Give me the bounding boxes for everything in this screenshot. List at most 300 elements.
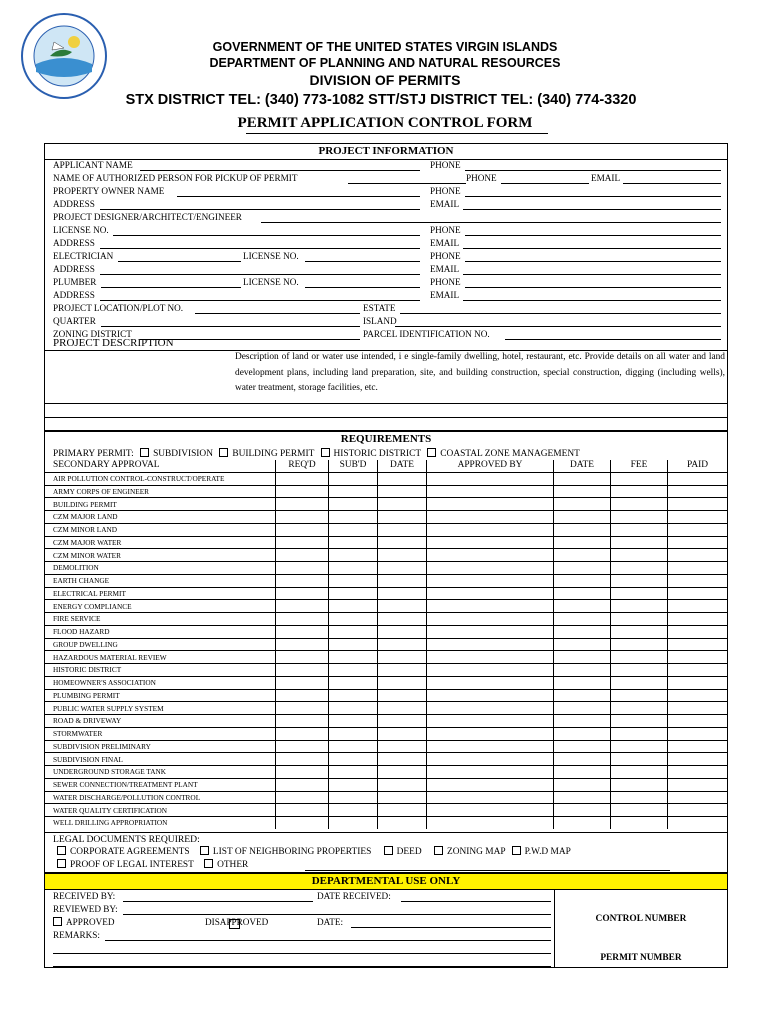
plumber-field[interactable] — [101, 287, 241, 288]
coastal-zone-checkbox[interactable] — [427, 448, 436, 457]
approval-date-cell[interactable] — [554, 511, 611, 524]
approved-by-cell[interactable] — [427, 804, 554, 817]
subd-cell[interactable] — [329, 574, 378, 587]
subd-cell[interactable] — [329, 664, 378, 677]
approved-by-cell[interactable] — [427, 791, 554, 804]
requirement-label: WELL DRILLING APPROPRIATION — [45, 817, 276, 829]
subd-cell[interactable] — [329, 715, 378, 728]
approval-date-cell[interactable] — [554, 651, 611, 664]
paid-cell[interactable] — [668, 676, 728, 689]
approval-date-cell[interactable] — [554, 791, 611, 804]
date-cell[interactable] — [378, 702, 427, 715]
date-cell[interactable] — [378, 804, 427, 817]
proof-legal-interest-checkbox[interactable] — [57, 859, 66, 868]
approval-date-cell[interactable] — [554, 766, 611, 779]
date-cell[interactable] — [378, 574, 427, 587]
fee-cell[interactable] — [611, 727, 668, 740]
fee-cell[interactable] — [611, 638, 668, 651]
designer-address-field[interactable] — [100, 248, 420, 249]
date-cell[interactable] — [378, 740, 427, 753]
date-cell[interactable] — [378, 766, 427, 779]
subd-cell[interactable] — [329, 562, 378, 575]
legal-documents-section — [44, 833, 728, 873]
estate-label: ESTATE — [363, 303, 396, 313]
fee-cell[interactable] — [611, 485, 668, 498]
date-cell[interactable] — [378, 651, 427, 664]
plumber-email-field[interactable] — [463, 300, 721, 301]
fee-cell[interactable] — [611, 549, 668, 562]
approved-by-cell[interactable] — [427, 638, 554, 651]
approval-date-cell[interactable] — [554, 498, 611, 511]
historic-district-option: HISTORIC DISTRICT — [333, 449, 421, 459]
authorized-email-field[interactable] — [623, 183, 721, 184]
reqd-cell[interactable] — [276, 766, 329, 779]
date-cell[interactable] — [378, 562, 427, 575]
paid-cell[interactable] — [668, 587, 728, 600]
designer-phone-field[interactable] — [465, 235, 721, 236]
reqd-cell[interactable] — [276, 817, 329, 829]
paid-cell[interactable] — [668, 549, 728, 562]
license-no-label: LICENSE NO. — [53, 225, 109, 235]
license-no-label: LICENSE NO. — [243, 277, 299, 287]
fee-cell[interactable] — [611, 791, 668, 804]
approval-date-cell[interactable] — [554, 778, 611, 791]
paid-cell[interactable] — [668, 600, 728, 613]
form-title: PERMIT APPLICATION CONTROL FORM — [237, 115, 533, 131]
remarks-label: REMARKS: — [53, 930, 100, 940]
paid-cell[interactable] — [668, 664, 728, 677]
subd-cell[interactable] — [329, 587, 378, 600]
reqd-cell[interactable] — [276, 676, 329, 689]
requirement-row — [45, 549, 727, 562]
date-cell[interactable] — [378, 523, 427, 536]
fee-cell[interactable] — [611, 817, 668, 829]
building-permit-option: BUILDING PERMIT — [232, 449, 315, 459]
paid-cell[interactable] — [668, 574, 728, 587]
pwd-map-checkbox[interactable] — [512, 846, 521, 855]
reqd-cell[interactable] — [276, 689, 329, 702]
approved-by-cell[interactable] — [427, 485, 554, 498]
approval-date-cell[interactable] — [554, 613, 611, 626]
fee-cell[interactable] — [611, 472, 668, 485]
subd-cell[interactable] — [329, 651, 378, 664]
subd-cell[interactable] — [329, 511, 378, 524]
estate-field[interactable] — [400, 313, 721, 314]
received-by-label: RECEIVED BY: — [53, 891, 116, 901]
paid-cell[interactable] — [668, 753, 728, 766]
zoning-map-checkbox[interactable] — [434, 846, 443, 855]
date-cell[interactable] — [378, 549, 427, 562]
fee-cell[interactable] — [611, 740, 668, 753]
electrician-address-field[interactable] — [100, 274, 420, 275]
reqd-cell[interactable] — [276, 804, 329, 817]
requirement-row — [45, 485, 727, 498]
date-received-field[interactable] — [401, 901, 551, 902]
approved-by-cell[interactable] — [427, 817, 554, 829]
fee-cell[interactable] — [611, 753, 668, 766]
approved-checkbox[interactable] — [53, 917, 62, 926]
fee-cell[interactable] — [611, 600, 668, 613]
date-cell[interactable] — [378, 498, 427, 511]
fee-cell[interactable] — [611, 613, 668, 626]
requirement-row — [45, 613, 727, 626]
fee-cell[interactable] — [611, 625, 668, 638]
requirement-row — [45, 664, 727, 677]
paid-cell[interactable] — [668, 727, 728, 740]
requirement-row — [45, 702, 727, 715]
applicant-name-label: APPLICANT NAME — [53, 160, 133, 170]
reqd-cell[interactable] — [276, 638, 329, 651]
approval-date-cell[interactable] — [554, 715, 611, 728]
reqd-cell[interactable] — [276, 511, 329, 524]
col-reqd: REQ'D — [276, 460, 329, 472]
approval-date-cell[interactable] — [554, 536, 611, 549]
reqd-cell[interactable] — [276, 740, 329, 753]
project-information-section — [44, 143, 728, 351]
electrician-phone-field[interactable] — [465, 261, 721, 262]
approval-date-cell[interactable] — [554, 804, 611, 817]
requirement-label: AIR POLLUTION CONTROL-CONSTRUCT/OPERATE — [45, 472, 276, 485]
reqd-cell[interactable] — [276, 625, 329, 638]
paid-cell[interactable] — [668, 715, 728, 728]
received-by-field[interactable] — [123, 901, 313, 902]
authorized-person-field[interactable] — [348, 183, 466, 184]
subdivision-option: SUBDIVISION — [153, 449, 213, 459]
reqd-cell[interactable] — [276, 651, 329, 664]
approved-by-cell[interactable] — [427, 753, 554, 766]
island-field[interactable] — [395, 326, 721, 327]
phone-label: PHONE — [430, 251, 461, 261]
approved-by-cell[interactable] — [427, 600, 554, 613]
paid-cell[interactable] — [668, 498, 728, 511]
paid-cell[interactable] — [668, 485, 728, 498]
remarks-field-line-2[interactable] — [53, 953, 551, 954]
subd-cell[interactable] — [329, 613, 378, 626]
requirement-row — [45, 511, 727, 524]
date-cell[interactable] — [378, 727, 427, 740]
fee-cell[interactable] — [611, 778, 668, 791]
license-no-label: LICENSE NO. — [243, 251, 299, 261]
subd-cell[interactable] — [329, 740, 378, 753]
approved-by-cell[interactable] — [427, 562, 554, 575]
fee-cell[interactable] — [611, 511, 668, 524]
approval-date-cell[interactable] — [554, 472, 611, 485]
date-cell[interactable] — [378, 536, 427, 549]
reqd-cell[interactable] — [276, 485, 329, 498]
approval-date-cell[interactable] — [554, 600, 611, 613]
approval-date-cell[interactable] — [554, 676, 611, 689]
paid-cell[interactable] — [668, 625, 728, 638]
date-cell[interactable] — [378, 817, 427, 829]
fee-cell[interactable] — [611, 536, 668, 549]
fee-cell[interactable] — [611, 664, 668, 677]
building-permit-checkbox[interactable] — [219, 448, 228, 457]
reqd-cell[interactable] — [276, 549, 329, 562]
reqd-cell[interactable] — [276, 600, 329, 613]
approved-by-cell[interactable] — [427, 715, 554, 728]
date-cell[interactable] — [378, 778, 427, 791]
subd-cell[interactable] — [329, 727, 378, 740]
approved-by-cell[interactable] — [427, 676, 554, 689]
approval-date-cell[interactable] — [554, 753, 611, 766]
subd-cell[interactable] — [329, 485, 378, 498]
subd-cell[interactable] — [329, 778, 378, 791]
reqd-cell[interactable] — [276, 727, 329, 740]
remarks-field[interactable] — [105, 940, 551, 941]
approved-by-cell[interactable] — [427, 574, 554, 587]
requirement-row — [45, 778, 727, 791]
zoning-district-label: ZONING DISTRICT — [53, 329, 132, 339]
reqd-cell[interactable] — [276, 715, 329, 728]
fee-cell[interactable] — [611, 498, 668, 511]
date-cell[interactable] — [378, 791, 427, 804]
requirement-row — [45, 638, 727, 651]
subd-cell[interactable] — [329, 600, 378, 613]
subd-cell[interactable] — [329, 702, 378, 715]
paid-cell[interactable] — [668, 523, 728, 536]
project-description-field[interactable] — [45, 403, 727, 430]
subd-cell[interactable] — [329, 638, 378, 651]
requirement-row — [45, 574, 727, 587]
fee-cell[interactable] — [611, 804, 668, 817]
subd-cell[interactable] — [329, 625, 378, 638]
date-cell[interactable] — [378, 664, 427, 677]
subd-cell[interactable] — [329, 472, 378, 485]
owner-phone-field[interactable] — [465, 196, 721, 197]
subd-cell[interactable] — [329, 804, 378, 817]
col-date: DATE — [378, 460, 427, 472]
approval-date-cell[interactable] — [554, 574, 611, 587]
electrician-label: ELECTRICIAN — [53, 251, 114, 261]
electrician-field[interactable] — [118, 261, 241, 262]
approval-date-cell[interactable] — [554, 817, 611, 829]
owner-email-field[interactable] — [463, 209, 721, 210]
date-cell[interactable] — [378, 689, 427, 702]
requirement-label: PLUMBING PERMIT — [45, 689, 276, 702]
phone-label: PHONE — [430, 160, 461, 170]
quarter-field[interactable] — [101, 326, 360, 327]
approved-by-cell[interactable] — [427, 740, 554, 753]
owner-address-field[interactable] — [100, 209, 420, 210]
email-label: EMAIL — [430, 199, 460, 209]
decision-date-field[interactable] — [351, 927, 551, 928]
reqd-cell[interactable] — [276, 562, 329, 575]
paid-cell[interactable] — [668, 562, 728, 575]
remarks-field-line-3[interactable] — [53, 966, 551, 967]
approved-label: APPROVED — [66, 917, 115, 927]
subd-cell[interactable] — [329, 791, 378, 804]
electrician-license-field[interactable] — [305, 261, 420, 262]
approved-by-cell[interactable] — [427, 766, 554, 779]
primary-permit-row — [53, 448, 580, 460]
requirements-heading: REQUIREMENTS — [340, 433, 432, 445]
reqd-cell[interactable] — [276, 753, 329, 766]
designer-license-field[interactable] — [113, 235, 420, 236]
requirement-label: HISTORIC DISTRICT — [45, 664, 276, 677]
paid-cell[interactable] — [668, 511, 728, 524]
fee-cell[interactable] — [611, 715, 668, 728]
date-cell[interactable] — [378, 587, 427, 600]
requirement-label: FLOOD HAZARD — [45, 625, 276, 638]
paid-cell[interactable] — [668, 689, 728, 702]
requirements-table — [45, 460, 727, 829]
requirement-row — [45, 600, 727, 613]
fee-cell[interactable] — [611, 689, 668, 702]
approval-date-cell[interactable] — [554, 689, 611, 702]
paid-cell[interactable] — [668, 766, 728, 779]
paid-cell[interactable] — [668, 817, 728, 829]
address-label: ADDRESS — [53, 199, 95, 209]
corporate-agreements-label: CORPORATE AGREEMENTS — [70, 847, 190, 857]
date-cell[interactable] — [378, 511, 427, 524]
project-description-instructions: Description of land or water use intended, i e single-family dwelling, hotel, restaurant, etc. Provide details on all water and land development plans, including land preparation, site, and building construction, special construction, digging (including wells), water treatment, storage facilities, etc. — [235, 352, 725, 393]
subd-cell[interactable] — [329, 676, 378, 689]
reqd-cell[interactable] — [276, 587, 329, 600]
subdivision-checkbox[interactable] — [140, 448, 149, 457]
date-cell[interactable] — [378, 676, 427, 689]
property-owner-field[interactable] — [177, 196, 420, 197]
fee-cell[interactable] — [611, 562, 668, 575]
subd-cell[interactable] — [329, 753, 378, 766]
fee-cell[interactable] — [611, 651, 668, 664]
subd-cell[interactable] — [329, 523, 378, 536]
approval-date-cell[interactable] — [554, 702, 611, 715]
reqd-cell[interactable] — [276, 536, 329, 549]
date-cell[interactable] — [378, 715, 427, 728]
historic-district-checkbox[interactable] — [321, 448, 330, 457]
approved-by-cell[interactable] — [427, 549, 554, 562]
plumber-address-field[interactable] — [100, 300, 420, 301]
approved-by-cell[interactable] — [427, 625, 554, 638]
applicant-phone-field[interactable] — [465, 170, 721, 171]
other-checkbox[interactable] — [204, 859, 213, 868]
date-cell[interactable] — [378, 472, 427, 485]
approved-by-cell[interactable] — [427, 651, 554, 664]
subd-cell[interactable] — [329, 817, 378, 829]
fee-cell[interactable] — [611, 523, 668, 536]
designer-email-field[interactable] — [463, 248, 721, 249]
approved-by-cell[interactable] — [427, 536, 554, 549]
plumber-license-field[interactable] — [305, 287, 420, 288]
electrician-email-field[interactable] — [463, 274, 721, 275]
date-cell[interactable] — [378, 613, 427, 626]
deed-checkbox[interactable] — [384, 846, 393, 855]
approved-by-cell[interactable] — [427, 664, 554, 677]
approved-by-cell[interactable] — [427, 587, 554, 600]
neighboring-properties-checkbox[interactable] — [200, 846, 209, 855]
paid-cell[interactable] — [668, 778, 728, 791]
reqd-cell[interactable] — [276, 778, 329, 791]
approved-by-cell[interactable] — [427, 472, 554, 485]
requirement-label: BUILDING PERMIT — [45, 498, 276, 511]
subd-cell[interactable] — [329, 766, 378, 779]
reviewed-by-field[interactable] — [123, 914, 551, 915]
paid-cell[interactable] — [668, 804, 728, 817]
fee-cell[interactable] — [611, 766, 668, 779]
requirement-label: HOMEOWNER'S ASSOCIATION — [45, 676, 276, 689]
departmental-use-heading: DEPARTMENTAL USE ONLY — [45, 874, 727, 890]
fee-cell[interactable] — [611, 574, 668, 587]
requirement-row — [45, 562, 727, 575]
plumber-phone-field[interactable] — [465, 287, 721, 288]
reqd-cell[interactable] — [276, 523, 329, 536]
date-cell[interactable] — [378, 625, 427, 638]
applicant-name-field[interactable] — [140, 170, 420, 171]
subd-cell[interactable] — [329, 536, 378, 549]
paid-cell[interactable] — [668, 638, 728, 651]
reqd-cell[interactable] — [276, 498, 329, 511]
approval-date-cell[interactable] — [554, 727, 611, 740]
approval-date-cell[interactable] — [554, 587, 611, 600]
approved-by-cell[interactable] — [427, 727, 554, 740]
requirement-label: FIRE SERVICE — [45, 613, 276, 626]
approved-by-cell[interactable] — [427, 702, 554, 715]
subd-cell[interactable] — [329, 498, 378, 511]
date-cell[interactable] — [378, 753, 427, 766]
pwd-map-label: P.W.D MAP — [524, 847, 571, 857]
approved-by-cell[interactable] — [427, 498, 554, 511]
paid-cell[interactable] — [668, 740, 728, 753]
approval-date-cell[interactable] — [554, 549, 611, 562]
date-cell[interactable] — [378, 600, 427, 613]
fee-cell[interactable] — [611, 676, 668, 689]
date-cell[interactable] — [378, 485, 427, 498]
designer-field[interactable] — [261, 222, 721, 223]
requirement-label: SEWER CONNECTION/TREATMENT PLANT — [45, 778, 276, 791]
date-received-label: DATE RECEIVED: — [317, 891, 391, 901]
approval-date-cell[interactable] — [554, 740, 611, 753]
date-cell[interactable] — [378, 638, 427, 651]
approval-date-cell[interactable] — [554, 638, 611, 651]
approval-date-cell[interactable] — [554, 523, 611, 536]
paid-cell[interactable] — [668, 702, 728, 715]
col-date: DATE — [554, 460, 611, 472]
approved-by-cell[interactable] — [427, 523, 554, 536]
reqd-cell[interactable] — [276, 702, 329, 715]
reqd-cell[interactable] — [276, 664, 329, 677]
reqd-cell[interactable] — [276, 791, 329, 804]
paid-cell[interactable] — [668, 472, 728, 485]
requirement-row — [45, 766, 727, 779]
paid-cell[interactable] — [668, 791, 728, 804]
other-field[interactable] — [305, 870, 670, 871]
paid-cell[interactable] — [668, 536, 728, 549]
approval-date-cell[interactable] — [554, 664, 611, 677]
approved-by-cell[interactable] — [427, 511, 554, 524]
address-label: ADDRESS — [53, 264, 95, 274]
approved-by-cell[interactable] — [427, 689, 554, 702]
reqd-cell[interactable] — [276, 472, 329, 485]
project-location-field[interactable] — [195, 313, 360, 314]
subd-cell[interactable] — [329, 549, 378, 562]
reqd-cell[interactable] — [276, 574, 329, 587]
approval-date-cell[interactable] — [554, 625, 611, 638]
plumber-label: PLUMBER — [53, 277, 97, 287]
reqd-cell[interactable] — [276, 613, 329, 626]
approved-by-cell[interactable] — [427, 613, 554, 626]
approved-by-cell[interactable] — [427, 778, 554, 791]
fee-cell[interactable] — [611, 702, 668, 715]
subd-cell[interactable] — [329, 689, 378, 702]
legal-row-2 — [53, 859, 248, 871]
approval-date-cell[interactable] — [554, 485, 611, 498]
corporate-agreements-checkbox[interactable] — [57, 846, 66, 855]
paid-cell[interactable] — [668, 613, 728, 626]
fee-cell[interactable] — [611, 587, 668, 600]
approval-date-cell[interactable] — [554, 562, 611, 575]
paid-cell[interactable] — [668, 651, 728, 664]
authorized-phone-field[interactable] — [501, 183, 589, 184]
